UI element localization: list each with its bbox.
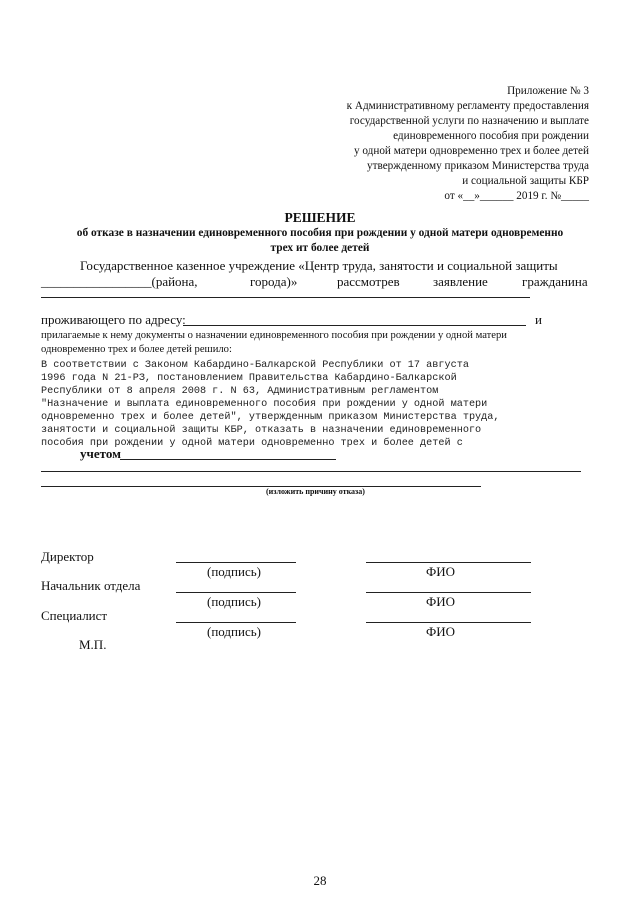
name-caption: ФИО xyxy=(426,594,456,609)
intro-city: города)» xyxy=(250,274,298,289)
appendix-line: Приложение № 3 xyxy=(507,85,589,97)
document-title: РЕШЕНИЕ xyxy=(284,210,356,225)
signature-caption: (подпись) xyxy=(207,594,261,609)
name-line xyxy=(366,562,531,563)
appendix-line: у одной матери одновременно трех и более детей xyxy=(354,145,589,157)
citizen-name-line xyxy=(41,297,530,298)
signature-line xyxy=(176,622,296,623)
reason-label: учетом xyxy=(80,446,121,461)
decision-line: 1996 года N 21-РЗ, постановлением Правительства Кабардино-Балкарской xyxy=(41,373,457,384)
page-number: 28 xyxy=(313,873,327,888)
name-caption: ФИО xyxy=(426,624,456,639)
role-department-head: Начальник отдела xyxy=(41,578,141,593)
signature-line xyxy=(176,592,296,593)
name-line xyxy=(366,622,531,623)
reason-caption: (изложить причину отказа) xyxy=(266,487,365,496)
appendix-line: утвержденному приказом Министерства труда xyxy=(367,160,589,172)
appendix-date-line: от «__»______ 2019 г. №_____ xyxy=(444,190,589,202)
stamp-place: М.П. xyxy=(79,637,107,652)
name-line xyxy=(366,592,531,593)
document-subtitle-2: трех ит более детей xyxy=(270,242,370,254)
intro-considered: рассмотрев xyxy=(337,274,400,289)
role-director: Директор xyxy=(41,549,94,564)
intro-line-1: Государственное казенное учреждение «Центр труда, занятости и социальной защиты xyxy=(80,258,558,273)
decision-line: Республики от 8 апреля 2008 г. N 63, Административным регламентом xyxy=(41,386,439,397)
decision-line: пособия при рождении у одной матери одновременно трех и более детей с xyxy=(41,438,463,449)
attached-line-2: одновременно трех и более детей решило: xyxy=(41,344,232,355)
address-line xyxy=(183,325,526,326)
decision-line: "Назначение и выплата единовременного пособия при рождении у одной матери xyxy=(41,399,488,410)
appendix-line: единовременного пособия при рождении xyxy=(393,130,589,142)
appendix-line: государственной услуги по назначению и выплате xyxy=(349,115,589,127)
decision-line: В соответствии с Законом Кабардино-Балкарской Республики от 17 августа xyxy=(41,360,469,371)
role-specialist: Специалист xyxy=(41,608,108,623)
document-subtitle-1: об отказе в назначении единовременного пособия при рождении у одной матери одновременно xyxy=(76,227,564,239)
decision-line: занятости и социальной защиты КБР, отказать в назначении единовременного xyxy=(41,425,482,436)
address-label: проживающего по адресу: xyxy=(41,312,186,327)
intro-district: _________________(района, xyxy=(41,274,198,289)
intro-application: заявление xyxy=(433,274,488,289)
signature-caption: (подпись) xyxy=(207,624,261,639)
appendix-line: и социальной защиты КБР xyxy=(462,175,589,187)
address-and: и xyxy=(535,312,542,327)
signature-line xyxy=(176,562,296,563)
intro-citizen: гражданина xyxy=(522,274,588,289)
reason-line-3 xyxy=(41,486,481,487)
reason-line-1 xyxy=(120,459,336,460)
reason-line-2 xyxy=(41,471,581,472)
appendix-line: к Административному регламенту предоставления xyxy=(346,100,589,112)
attached-line-1: прилагаемые к нему документы о назначении единовременного пособия при рождении у одной матери xyxy=(41,330,507,341)
signature-caption: (подпись) xyxy=(207,564,261,579)
name-caption: ФИО xyxy=(426,564,456,579)
decision-line: одновременно трех и более детей", утвержденным приказом Министерства труда, xyxy=(41,412,500,423)
